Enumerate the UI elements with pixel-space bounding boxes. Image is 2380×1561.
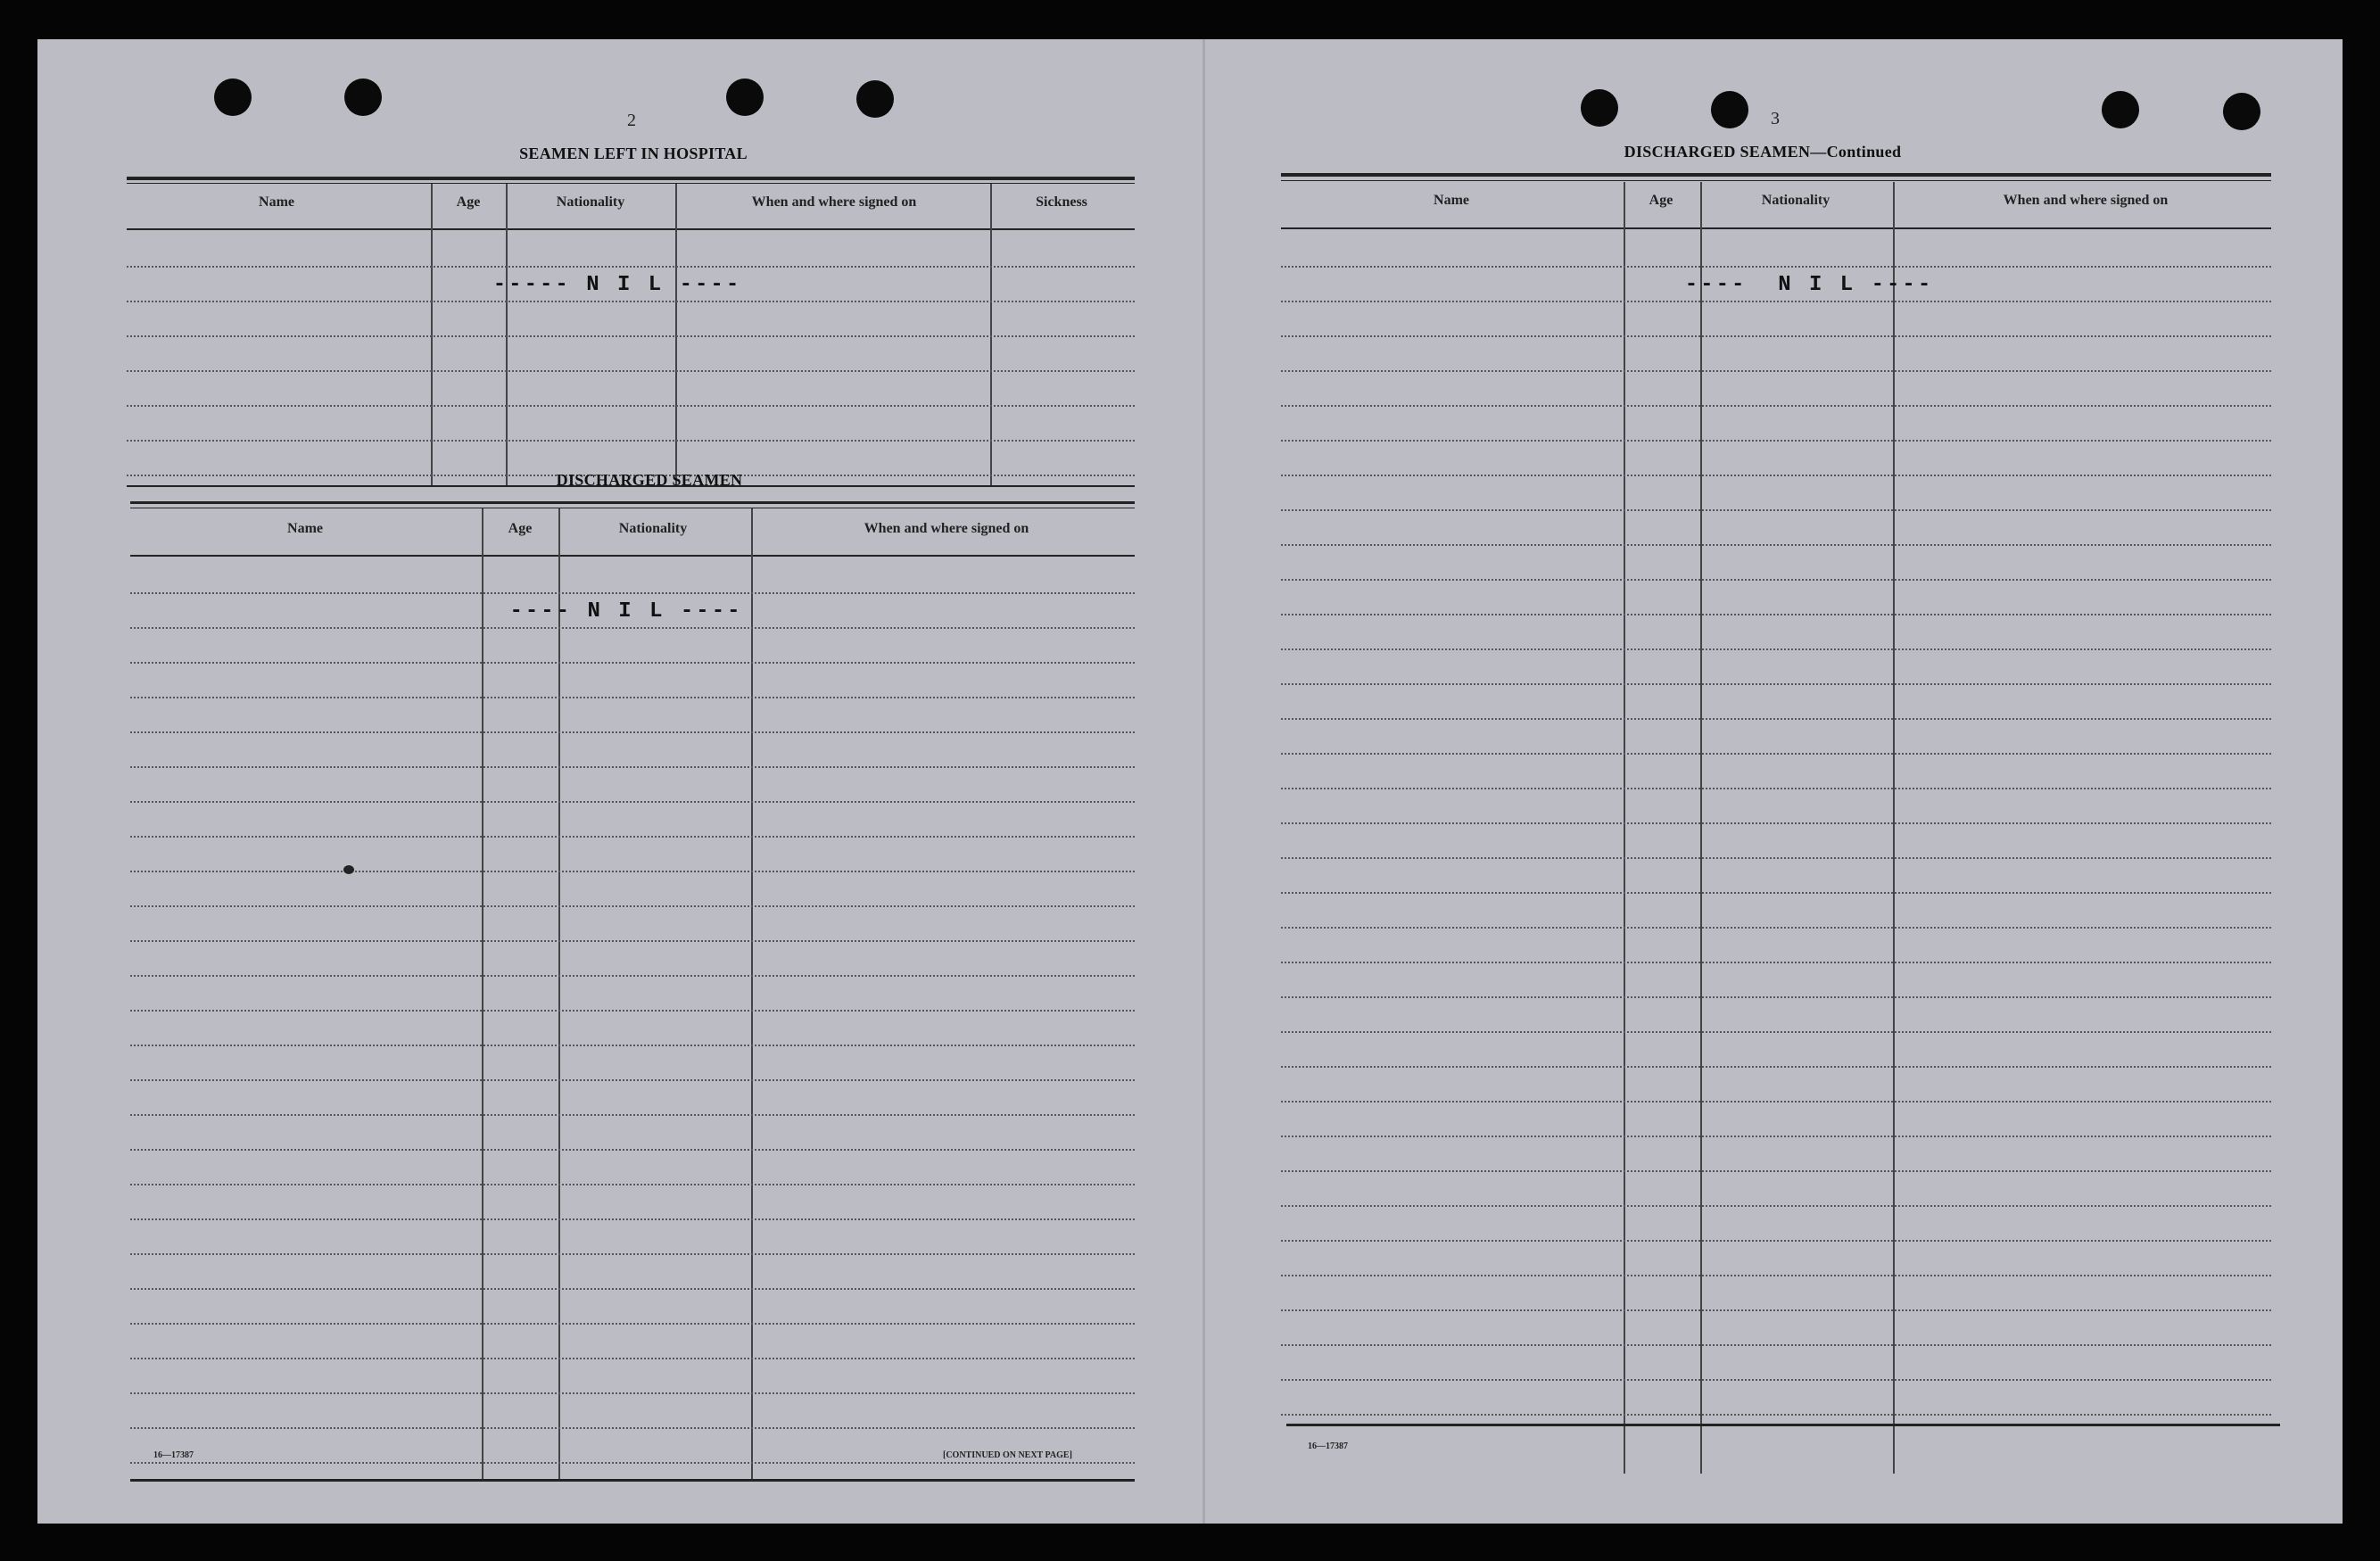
ruled-line	[130, 1427, 1135, 1429]
ruled-line	[1281, 648, 2271, 650]
ruled-line	[1281, 1275, 2271, 1276]
ruled-line	[1281, 1031, 2271, 1033]
ruled-line	[130, 766, 1135, 768]
page-number: 3	[1771, 109, 1780, 128]
ruled-line	[1281, 301, 2271, 302]
ruled-line	[1281, 857, 2271, 859]
ruled-line	[1281, 475, 2271, 476]
column-divider	[1700, 182, 1702, 1474]
table-top-rule	[130, 501, 1135, 504]
ruled-line	[130, 975, 1135, 977]
header-rule	[127, 228, 1135, 230]
column-divider	[1893, 182, 1895, 1474]
ruled-line	[1281, 370, 2271, 372]
section-title	[1624, 143, 1902, 161]
ruled-line	[1281, 788, 2271, 789]
section-title-suffix: —Continued	[1810, 143, 1902, 161]
ruled-line	[1281, 892, 2271, 894]
column-divider	[751, 508, 753, 1481]
section-title: DISCHARGED SEAMEN	[556, 471, 743, 489]
ruled-line	[1281, 683, 2271, 685]
ruled-line	[1281, 1170, 2271, 1172]
ruled-line	[1281, 1136, 2271, 1137]
punch-hole	[2102, 91, 2139, 128]
ruled-line	[1281, 614, 2271, 615]
ruled-line	[130, 1114, 1135, 1116]
ruled-line	[130, 1288, 1135, 1290]
ruled-line	[1281, 718, 2271, 720]
ruled-line	[1281, 1414, 2271, 1416]
table-top-rule	[127, 183, 1135, 184]
ruled-line	[130, 592, 1135, 594]
form-number: 16—17387	[153, 1450, 194, 1460]
punch-hole	[1581, 89, 1618, 127]
table-top-rule	[1281, 180, 2271, 181]
punch-hole	[726, 78, 764, 116]
continued-note: [CONTINUED ON NEXT PAGE]	[943, 1450, 1072, 1460]
nil-entry: ---- N I L ----	[1684, 273, 1934, 297]
ruled-line	[1281, 753, 2271, 755]
column-header-sickness: Sickness	[1036, 194, 1087, 210]
ruled-line	[130, 731, 1135, 733]
column-divider	[1624, 182, 1625, 1474]
ruled-line	[130, 627, 1135, 629]
column-header-signed-on: When and where signed on	[751, 194, 917, 210]
column-header-age: Age	[508, 521, 533, 536]
nil-entry: ----- N I L ----	[492, 273, 742, 297]
ruled-line	[1281, 544, 2271, 546]
column-header-signed-on: When and where signed on	[864, 521, 1029, 536]
column-header-name: Name	[287, 521, 323, 536]
ruled-line	[130, 1323, 1135, 1325]
punch-hole	[2223, 93, 2260, 130]
ruled-line	[130, 871, 1135, 872]
section-title: SEAMEN LEFT IN HOSPITAL	[519, 145, 748, 162]
ruled-line	[1281, 1344, 2271, 1346]
ruled-line	[127, 335, 1135, 337]
ruled-line	[1281, 822, 2271, 824]
ruled-line	[127, 301, 1135, 302]
column-header-age: Age	[1649, 193, 1673, 208]
column-divider	[558, 508, 560, 1481]
ruled-line	[1281, 1205, 2271, 1207]
page-fold	[1202, 39, 1205, 1524]
ruled-line	[1281, 579, 2271, 581]
column-header-age: Age	[456, 194, 481, 210]
ruled-line	[130, 1045, 1135, 1046]
ruled-line	[130, 905, 1135, 907]
header-rule	[1281, 227, 2271, 229]
ruled-line	[1281, 335, 2271, 337]
column-divider	[482, 508, 483, 1481]
ruled-line	[1281, 1240, 2271, 1242]
form-number: 16—17387	[1308, 1441, 1348, 1451]
punch-hole	[214, 78, 252, 116]
ruled-line	[1281, 509, 2271, 511]
column-header-name: Name	[1434, 193, 1469, 208]
column-header-nationality: Nationality	[1761, 193, 1830, 208]
ruled-line	[130, 1218, 1135, 1220]
ruled-line	[130, 1149, 1135, 1151]
ruled-line	[130, 697, 1135, 698]
ruled-line	[130, 1462, 1135, 1464]
ruled-line	[1281, 266, 2271, 268]
ruled-line	[130, 1358, 1135, 1359]
ruled-line	[130, 1079, 1135, 1081]
punch-hole	[856, 80, 894, 118]
ruled-line	[1281, 405, 2271, 407]
ruled-line	[1281, 440, 2271, 442]
section-title-main: DISCHARGED SEAMEN	[1624, 143, 1811, 161]
ruled-line	[127, 266, 1135, 268]
ink-speck	[343, 865, 354, 874]
ruled-line	[1281, 1101, 2271, 1103]
header-rule	[130, 555, 1135, 557]
ruled-line	[1281, 927, 2271, 929]
document-sheet	[37, 39, 2343, 1524]
ruled-line	[130, 940, 1135, 942]
table-top-rule	[1281, 173, 2271, 177]
ruled-line	[130, 1392, 1135, 1394]
ruled-line	[1281, 996, 2271, 998]
column-header-nationality: Nationality	[618, 521, 688, 536]
ruled-line	[127, 440, 1135, 442]
column-header-nationality: Nationality	[556, 194, 625, 210]
punch-hole	[1711, 91, 1748, 128]
table-top-rule	[127, 177, 1135, 180]
ruled-line	[127, 370, 1135, 372]
table-bottom-rule	[1286, 1424, 2280, 1426]
ruled-line	[1281, 1379, 2271, 1381]
ruled-line	[130, 801, 1135, 803]
column-header-name: Name	[259, 194, 294, 210]
ruled-line	[127, 405, 1135, 407]
ruled-line	[130, 1010, 1135, 1012]
punch-hole	[344, 78, 382, 116]
table-bottom-rule	[130, 1479, 1135, 1482]
column-header-signed-on: When and where signed on	[2003, 193, 2169, 208]
ruled-line	[1281, 1309, 2271, 1311]
ruled-line	[130, 836, 1135, 838]
ruled-line	[130, 662, 1135, 664]
ruled-line	[130, 1253, 1135, 1255]
nil-entry: ---- N I L ----	[509, 599, 743, 624]
ruled-line	[1281, 1066, 2271, 1068]
ruled-line	[1281, 962, 2271, 963]
page-number: 2	[627, 111, 636, 130]
ruled-line	[130, 1184, 1135, 1185]
